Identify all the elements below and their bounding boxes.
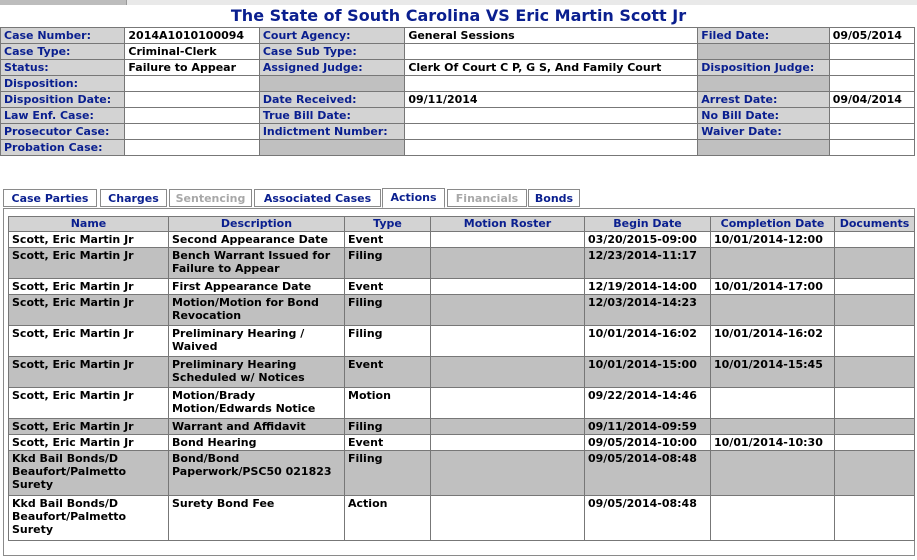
prosecutor-case-value — [125, 124, 259, 140]
action-documents — [835, 248, 915, 279]
action-motion-roster — [431, 451, 585, 496]
action-description: Motion/Motion for Bond Revocation — [169, 295, 345, 326]
action-begin-date: 10/01/2014-16:02 — [585, 326, 711, 357]
action-completion-date — [711, 295, 835, 326]
action-description: Preliminary Hearing / Waived — [169, 326, 345, 357]
table-row — [9, 248, 915, 279]
status-value: Failure to Appear — [125, 60, 259, 76]
waiver-date-label: Waiver Date: — [698, 124, 829, 140]
case-sub-type-label: Case Sub Type: — [259, 44, 404, 60]
column-header-completion-date[interactable]: Completion Date — [711, 217, 835, 232]
action-motion-roster — [431, 279, 585, 295]
action-begin-date: 09/05/2014-08:48 — [585, 451, 711, 496]
tab-bonds[interactable]: Bonds — [528, 189, 580, 207]
action-type: Event — [345, 435, 431, 451]
date-received-label: Date Received: — [259, 92, 404, 108]
table-row — [9, 295, 915, 326]
table-row — [9, 279, 915, 295]
arrest-date-value: 09/04/2014 — [829, 92, 914, 108]
table-row — [9, 388, 915, 419]
law-enf-case-label: Law Enf. Case: — [1, 108, 125, 124]
tab-case-parties[interactable]: Case Parties — [3, 189, 97, 207]
action-name: Scott, Eric Martin Jr — [9, 357, 169, 388]
table-row — [9, 232, 915, 248]
action-completion-date: 10/01/2014-10:30 — [711, 435, 835, 451]
empty-cell — [405, 76, 698, 92]
action-documents — [835, 388, 915, 419]
indictment-number-value — [405, 124, 698, 140]
action-description: Bond Hearing — [169, 435, 345, 451]
action-begin-date: 09/05/2014-10:00 — [585, 435, 711, 451]
empty-cell — [259, 76, 404, 92]
action-name: Scott, Eric Martin Jr — [9, 279, 169, 295]
action-documents — [835, 451, 915, 496]
column-header-documents[interactable]: Documents — [835, 217, 915, 232]
action-description: Preliminary Hearing Scheduled w/ Notices — [169, 357, 345, 388]
action-name: Scott, Eric Martin Jr — [9, 326, 169, 357]
actions-table — [8, 216, 915, 541]
action-motion-roster — [431, 295, 585, 326]
action-description: First Appearance Date — [169, 279, 345, 295]
action-documents — [835, 496, 915, 541]
empty-cell — [259, 140, 404, 156]
no-bill-date-value — [829, 108, 914, 124]
action-documents — [835, 326, 915, 357]
disposition-date-label: Disposition Date: — [1, 92, 125, 108]
filed-date-value: 09/05/2014 — [829, 28, 914, 44]
action-name: Kkd Bail Bonds/D Beaufort/Palmetto Surety — [9, 451, 169, 496]
case-sub-type-value — [405, 44, 698, 60]
tab-associated-cases[interactable]: Associated Cases — [254, 189, 381, 207]
court-agency-value: General Sessions — [405, 28, 698, 44]
action-type: Filing — [345, 419, 431, 435]
action-begin-date: 12/03/2014-14:23 — [585, 295, 711, 326]
disposition-judge-value — [829, 60, 914, 76]
action-motion-roster — [431, 326, 585, 357]
action-name: Scott, Eric Martin Jr — [9, 295, 169, 326]
empty-cell — [405, 140, 698, 156]
action-name: Scott, Eric Martin Jr — [9, 232, 169, 248]
disposition-label: Disposition: — [1, 76, 125, 92]
action-begin-date: 09/05/2014-08:48 — [585, 496, 711, 541]
action-begin-date: 12/19/2014-14:00 — [585, 279, 711, 295]
action-type: Motion — [345, 388, 431, 419]
action-type: Event — [345, 232, 431, 248]
prosecutor-case-label: Prosecutor Case: — [1, 124, 125, 140]
action-name: Scott, Eric Martin Jr — [9, 248, 169, 279]
tab-sentencing: Sentencing — [169, 189, 252, 207]
column-header-motion-roster[interactable]: Motion Roster — [431, 217, 585, 232]
action-description: Second Appearance Date — [169, 232, 345, 248]
action-documents — [835, 419, 915, 435]
probation-case-label: Probation Case: — [1, 140, 125, 156]
action-documents — [835, 435, 915, 451]
action-description: Bench Warrant Issued for Failure to Appear — [169, 248, 345, 279]
action-documents — [835, 232, 915, 248]
action-completion-date: 10/01/2014-15:45 — [711, 357, 835, 388]
empty-cell — [698, 140, 829, 156]
action-completion-date — [711, 496, 835, 541]
action-completion-date: 10/01/2014-17:00 — [711, 279, 835, 295]
table-row — [9, 435, 915, 451]
action-completion-date: 10/01/2014-12:00 — [711, 232, 835, 248]
disposition-value — [125, 76, 259, 92]
empty-cell — [829, 140, 914, 156]
action-completion-date: 10/01/2014-16:02 — [711, 326, 835, 357]
action-type: Event — [345, 279, 431, 295]
assigned-judge-value: Clerk Of Court C P, G S, And Family Court — [405, 60, 698, 76]
action-name: Scott, Eric Martin Jr — [9, 388, 169, 419]
empty-cell — [698, 76, 829, 92]
status-label: Status: — [1, 60, 125, 76]
action-begin-date: 12/23/2014-11:17 — [585, 248, 711, 279]
action-name: Scott, Eric Martin Jr — [9, 419, 169, 435]
column-header-begin-date[interactable]: Begin Date — [585, 217, 711, 232]
case-number-value: 2014A1010100094 — [125, 28, 259, 44]
disposition-judge-label: Disposition Judge: — [698, 60, 829, 76]
probation-case-value — [125, 140, 259, 156]
empty-cell — [829, 76, 914, 92]
case-title: The State of South Carolina VS Eric Martin Scott Jr — [230, 6, 687, 25]
case-type-value: Criminal-Clerk — [125, 44, 259, 60]
action-motion-roster — [431, 248, 585, 279]
action-motion-roster — [431, 435, 585, 451]
action-begin-date: 09/11/2014-09:59 — [585, 419, 711, 435]
action-documents — [835, 357, 915, 388]
action-completion-date — [711, 419, 835, 435]
assigned-judge-label: Assigned Judge: — [259, 60, 404, 76]
action-description: Warrant and Affidavit — [169, 419, 345, 435]
action-documents — [835, 279, 915, 295]
action-type: Filing — [345, 326, 431, 357]
action-type: Filing — [345, 295, 431, 326]
action-motion-roster — [431, 357, 585, 388]
court-agency-label: Court Agency: — [259, 28, 404, 44]
action-completion-date — [711, 451, 835, 496]
date-received-value: 09/11/2014 — [405, 92, 698, 108]
no-bill-date-label: No Bill Date: — [698, 108, 829, 124]
table-row — [9, 357, 915, 388]
tab-charges[interactable]: Charges — [100, 189, 167, 207]
table-row — [9, 419, 915, 435]
case-info-table — [0, 27, 915, 156]
column-header-type[interactable]: Type — [345, 217, 431, 232]
filed-date-label: Filed Date: — [698, 28, 829, 44]
tab-financials: Financials — [447, 189, 527, 207]
true-bill-date-value — [405, 108, 698, 124]
action-completion-date — [711, 388, 835, 419]
tab-actions[interactable]: Actions — [382, 188, 445, 208]
action-completion-date — [711, 248, 835, 279]
table-row — [9, 326, 915, 357]
empty-cell — [698, 44, 829, 60]
table-row — [9, 451, 915, 496]
action-name: Scott, Eric Martin Jr — [9, 435, 169, 451]
action-begin-date: 09/22/2014-14:46 — [585, 388, 711, 419]
waiver-date-value — [829, 124, 914, 140]
action-type: Event — [345, 357, 431, 388]
law-enf-case-value — [125, 108, 259, 124]
action-begin-date: 10/01/2014-15:00 — [585, 357, 711, 388]
action-documents — [835, 295, 915, 326]
arrest-date-label: Arrest Date: — [698, 92, 829, 108]
column-header-description[interactable]: Description — [169, 217, 345, 232]
case-number-label: Case Number: — [1, 28, 125, 44]
action-motion-roster — [431, 232, 585, 248]
action-description: Surety Bond Fee — [169, 496, 345, 541]
indictment-number-label: Indictment Number: — [259, 124, 404, 140]
case-type-label: Case Type: — [1, 44, 125, 60]
true-bill-date-label: True Bill Date: — [259, 108, 404, 124]
action-name: Kkd Bail Bonds/D Beaufort/Palmetto Surety — [9, 496, 169, 541]
action-motion-roster — [431, 496, 585, 541]
table-row — [9, 496, 915, 541]
action-motion-roster — [431, 388, 585, 419]
disposition-date-value — [125, 92, 259, 108]
action-type: Filing — [345, 248, 431, 279]
action-motion-roster — [431, 419, 585, 435]
action-description: Bond/Bond Paperwork/PSC50 021823 — [169, 451, 345, 496]
action-type: Action — [345, 496, 431, 541]
column-header-name[interactable]: Name — [9, 217, 169, 232]
empty-cell — [829, 44, 914, 60]
action-begin-date: 03/20/2015-09:00 — [585, 232, 711, 248]
action-description: Motion/Brady Motion/Edwards Notice — [169, 388, 345, 419]
action-type: Filing — [345, 451, 431, 496]
